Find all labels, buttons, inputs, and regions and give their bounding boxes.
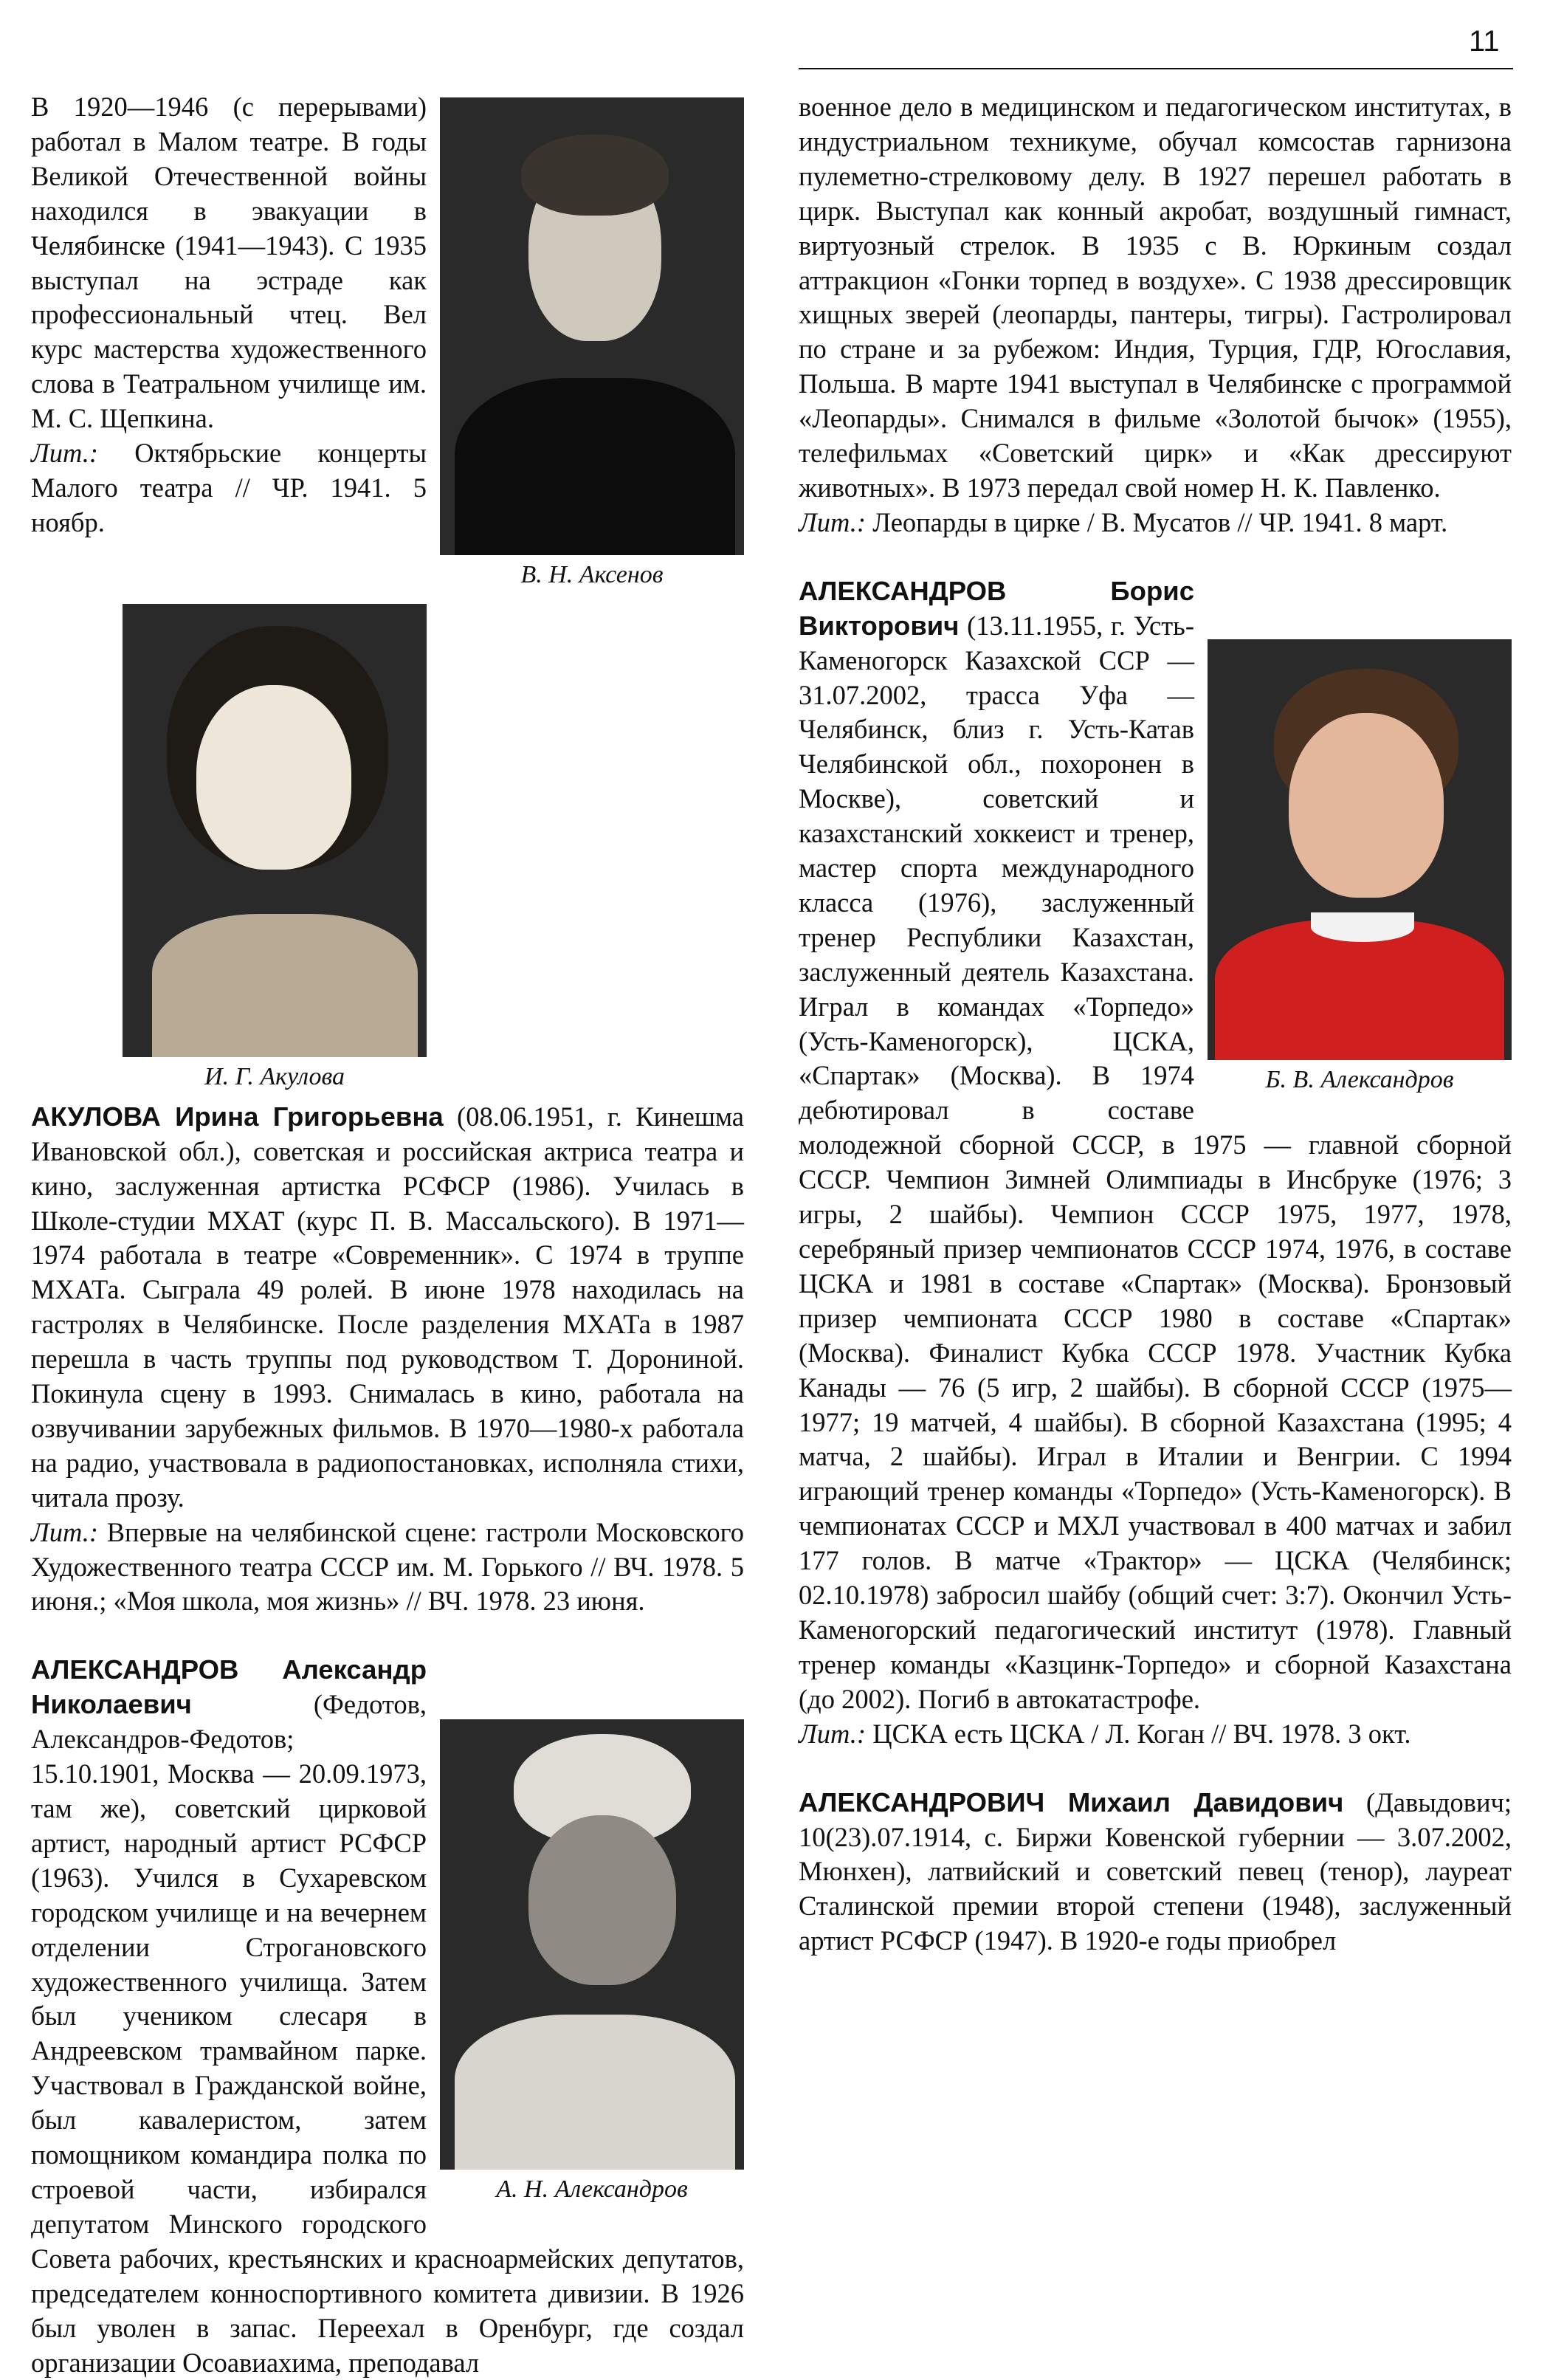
left-column [31,90,744,2380]
entry-alexandrovich-name: АЛЕКСАНДРОВИЧ Михаил Давидович [799,1786,1344,1817]
caption-akulova: И. Г. Акулова [204,1062,345,1090]
caption-aksenov: В. Н. Аксенов [520,561,664,588]
portrait-collar [1311,912,1414,942]
lit-text: Леопарды в цирке / В. Мусатов // ЧР. 1941. 8 март. [866,506,1448,537]
caption-alexandrov-an: А. Н. Александров [496,2176,688,2204]
photo-alexandrov-bv [1208,639,1512,1097]
portrait-face [196,685,351,870]
entry-akulova-name: АКУЛОВА Ирина Григорьевна [31,1101,444,1132]
spacer [799,540,1512,574]
entry-alexandrov-an-text: (Федотов, Александров-Федотов; 15.10.1901, Москва — 20.09.1973, там же), советский цирковой артист, народный артист РСФСР (1963). Учился в Сухаревском городском училище и на вечернем отделении Строгановского художественного училища. Затем был учеником слесаря в Андреевском трамвайном парке. Участвовал в Гражданской войне, был кавалеристом, затем помощником командира полка по строевой части, избирался депутатом Минского городского Совета рабочих, крестьянских и красноармейских депутатов, председателем конноспортивного комитета дивизии. В 1926 был уволен в запас. Переехал в Оренбург, где создал организации Осоавиахима, преподавал [31,1689,744,2378]
portrait-face [528,1815,676,1985]
caption-alexandrov-bv: Б. В. Александров [1265,1065,1454,1093]
photo-alexandrov-an [440,1719,744,2207]
lit-label: Лит.: [31,1516,99,1547]
portrait-aksenov [440,97,744,555]
lit-label: Лит.: [31,438,99,469]
portrait-face [1289,713,1444,898]
lit-text: Впервые на челябинской сцене: гастроли Московского Художественного театра СССР им. М. Горького // ВЧ. 1978. 5 июня.; «Моя школа, моя жизнь» // ВЧ. 1978. 23 июня. [31,1516,744,1617]
entry-alexandrov-an-name: АЛЕКСАНДРОВ Александр Николаевич [31,1654,427,1720]
portrait-hair [521,134,669,216]
lit-label: Лит.: [799,1718,867,1749]
portrait-akulova [123,604,427,1057]
lit-text: Октябрьские концерты Малого театра // ЧР. 1941. 5 ноябр. [31,438,427,537]
lit-label: Лит.: [799,506,867,537]
right-column [799,90,1512,1958]
spacer [799,1752,1512,1786]
page-number: 11 [1469,25,1500,58]
portrait-alexandrov-an [440,1719,744,2170]
photo-akulova [123,604,427,1094]
photo-aksenov [440,97,744,592]
entry-alexandrov-an-cont: военное дело в медицинском и педагогическом институтах, в индустриальном техникуме, обучал комсостав гарнизона пулеметно-стрелковому делу. В 1927 перешел работать в цирк. Выступал как конный акробат, воздушный гимнаст, виртуозный стрелок. В 1935 с В. Юркиным создал аттракцион «Гонки торпед в воздухе». С 1938 дрессировщик хищных зверей (леопарды, пантеры, тигры). Гастролировал по стране и за рубежом: Индия, Турция, ГДР, Югославия, Польша. В марте 1941 выступал в Челябинске с программой «Леопарды». Снимался в фильме «Золотой бычок» (1955), телефильмах «Советский цирк» и «Как дрессируют животных». В 1973 передал свой номер Н. К. Павленко. [799,92,1512,503]
header-rule [799,68,1513,69]
entry-alexandrov-bv-text: (13.11.1955, г. Усть-Каменогорск Казахской ССР — 31.07.2002, трасса Уфа — Челябинск, близ г. Усть-Катав Челябинской обл., похоронен в Москве), советский и казахстанский хоккеист и тренер, мастер спорта международного класса (1976), заслуженный тренер Республики Казахстан, заслуженный деятель Казахстана. Играл в командах «Торпедо» (Усть-Каменогорск), ЦСКА, «Спартак» (Москва). В 1974 дебютировал в составе молодежной сборной СССР, в 1975 — главной сборной СССР. Чемпион Зимней Олимпиады в Инсбруке (1976; 3 игры, 2 шайбы). Чемпион СССР 1975, 1977, 1978, серебряный призер чемпионатов СССР 1974, 1976, в составе ЦСКА и 1981 в составе «Спартак» (Москва). Бронзовый призер чемпионата СССР 1980 в составе «Спартак» (Москва). Финалист Кубка СССР 1978. Участник Кубка Канады — 76 (5 игр, 2 шайбы). В сборной СССР (1975—1977; 19 матчей, 4 шайбы). В сборной Казахстана (1995; 4 матча, 2 шайбы). Играл в Италии и Венгрии. С 1994 играющий тренер команды «Торпедо» (Усть-Каменогорск). В чемпионатах СССР и МХЛ участвовал в 400 матчах и забил 177 голов. В матче «Трактор» — ЦСКА (Челябинск; 02.10.1978) забросил шайбу (общий счет: 3:7). Окончил Усть-Каменогорский педагогический институт (1978). Главный тренер команды «Казцинк-Торпедо» и сборной Казахстана (до 2002). Погиб в автокатастрофе. [799,610,1512,1714]
portrait-dress [152,914,418,1057]
entry-aksenov-text: В 1920—1946 (с перерывами) работал в Малом театре. В годы Великой Отечественной войны находился в эвакуации в Челябинске (1941—1943). С 1935 выступал на эстраде как профессиональный чтец. Вел курс мастерства художественного слова в Театральном училище им. М. С. Щепкина. [31,92,427,434]
portrait-suit [455,378,735,555]
entry-alexandrov-bv-lit [799,1717,1512,1752]
entry-akulova-lit [31,1516,744,1620]
lit-text: ЦСКА есть ЦСКА / Л. Коган // ВЧ. 1978. 3 окт. [866,1718,1411,1749]
portrait-alexandrov-bv [1208,639,1512,1060]
portrait-coat [455,2015,735,2170]
entry-alexandrovich [799,1786,1512,1959]
entry-alexandrov-an-lit [799,506,1512,540]
entry-akulova-text: (08.06.1951, г. Кинешма Ивановской обл.), советская и российская актриса театра и кино, заслуженная артистка РСФСР (1986). Училась в Школе-студии МХАТ (курс П. В. Массальского). В 1971—1974 работала в театре «Современник». С 1974 в труппе МХАТа. Сыграла 49 ролей. В июне 1978 находилась на гастролях в Челябинске. После разделения МХАТа в 1987 перешла в часть труппы под руководством Т. Дорониной. Покинула сцену в 1993. Снималась в кино, работала на озвучивании зарубежных фильмов. В 1970—1980-х работала на радио, участвовала в радиопостановках, исполняла стихи, читала прозу. [31,1101,745,1513]
spacer [31,1619,744,1653]
entry-alexandrovich-text: (Давыдович; 10(23).07.1914, с. Биржи Ковенской губернии — 3.07.2002, Мюнхен), латвийский и советский певец (тенор), лауреат Сталинской премии второй степени (1948), заслуженный артист РСФСР (1947). В 1920-е годы приобрел [799,1786,1512,1956]
entry-alexandrov-bv-name: АЛЕКСАНДРОВ Борис Викторович [799,575,1194,641]
